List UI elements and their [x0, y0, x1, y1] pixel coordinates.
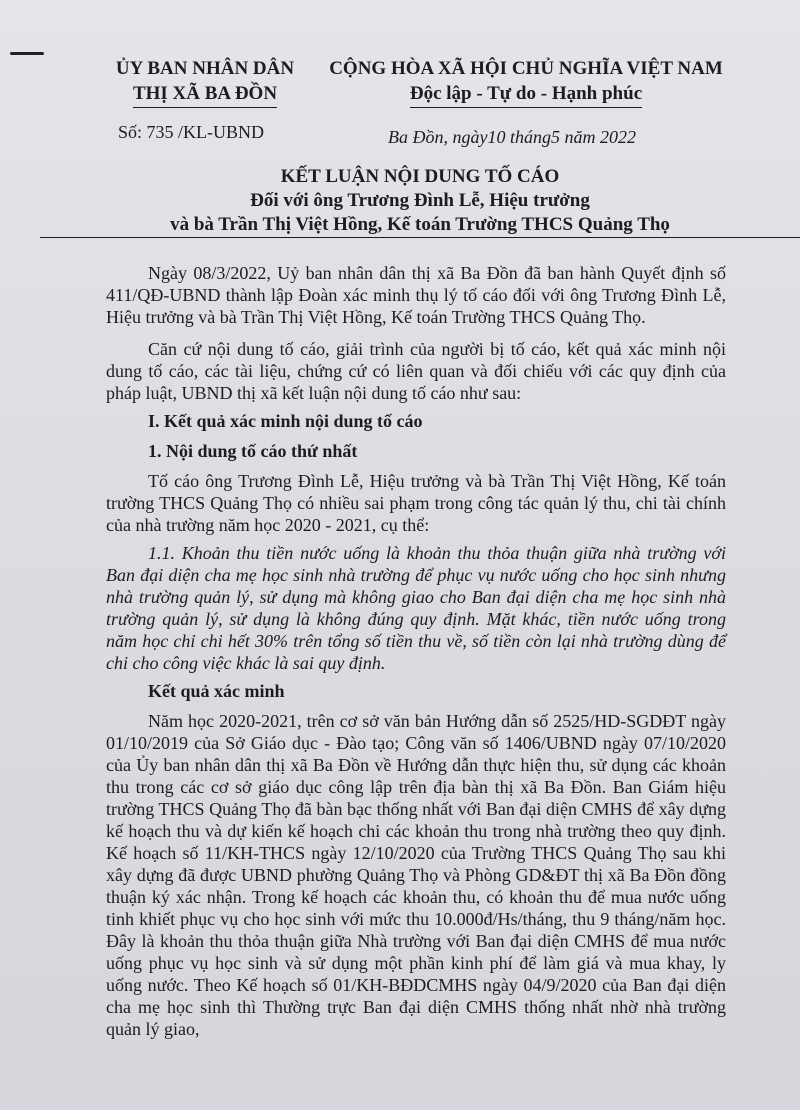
paragraph-1: Ngày 08/3/2022, Uỷ ban nhân dân thị xã Ba Đồn đã ban hành Quyết định số 411/QĐ-UBND thành lập Đoàn xác minh thụ lý tố cáo đối với ông Trương Đình Lễ, Hiệu trưởng và bà Trần Thị Việt Hồng, Kế toán Trường THCS Quảng Thọ.: [106, 263, 726, 327]
paragraph-5: Năm học 2020-2021, trên cơ sở văn bản Hướng dẫn số 2525/HD-SGDĐT ngày 01/10/2019 của Sở Giáo dục - Đào tạo; Công văn số 1406/UBND ngày 07/10/2020 của Ủy ban nhân dân thị xã Ba Đồn về Hướng dẫn thực hiện thu, sử dụng các khoản thu trong các cơ sở giáo dục công lập trên địa bàn thị xã Ba Đồn. Ban Giám hiệu trường THCS Quảng Thọ đã bàn bạc thống nhất với Ban đại diện CMHS để xây dựng kế hoạch thu và dự kiến kế hoạch chi các khoản thu trong nhà trường theo quy định. Kế hoạch số 11/KH-THCS ngày 12/10/2020 của Trường THCS Quảng Thọ sau khi xây dựng đã được UBND phường Quảng Thọ và Phòng GD&ĐT thị xã Ba Đồn đồng thuận ký xác nhận. Trong kế hoạch các khoản thu, có khoản thu để mua nước uống tinh khiết phục vụ cho học sinh với mức thu 10.000đ/Hs/tháng, thu 9 tháng/năm học. Đây là khoản thu thỏa thuận giữa Nhà trường với Ban đại diện CMHS để mua nước uống phục vụ học sinh và sử dụng một phần kinh phí để làm giá và mua khay, ly uống nước. Theo Kế hoạch số 01/KH-BĐDCMHS ngày 04/9/2020 của Ban đại diện cha mẹ học sinh thì Thường trực Ban đại diện CMHS thống nhất nhờ nhà trường quản lý giao,: [106, 711, 726, 1039]
document-date: Ba Đồn, ngày10 tháng5 năm 2022: [388, 127, 636, 147]
agency-locality: THỊ XÃ BA ĐỒN: [133, 81, 277, 108]
document-body: [106, 262, 726, 1050]
section-heading-1: I. Kết quả xác minh nội dung tố cáo: [148, 411, 423, 431]
paragraph-2: Căn cứ nội dung tố cáo, giải trình của người bị tố cáo, kết quả xác minh nội dung tố cáo, các tài liệu, chứng cứ có liên quan và đối chiếu với các quy định của pháp luật, UBND thị xã kết luận nội dung tố cáo như sau:: [106, 339, 726, 403]
title-subject-1: Đối với ông Trương Đình Lễ, Hiệu trưởng: [250, 190, 590, 211]
paragraph-4-quote: 1.1. Khoản thu tiền nước uống là khoản thu thỏa thuận giữa nhà trường với Ban đại diện cha mẹ học sinh nhà trường để phục vụ nước uống cho học sinh nhưng nhà trường quản lý, sử dụng mà không giao cho Ban đại diện cha mẹ học sinh nhà trường quản lý, sử dụng là không đúng quy định. Mặt khác, tiền nước uống trong năm học chỉ chi hết 30% trên tổng số tiền thu về, số tiền còn lại nhà trường dùng để chi cho công việc khác là sai quy định.: [106, 543, 726, 673]
title-main: KẾT LUẬN NỘI DUNG TỐ CÁO: [280, 166, 560, 187]
national-motto: Độc lập - Tự do - Hạnh phúc: [410, 81, 642, 108]
agency-name: ỦY BAN NHÂN DÂN: [115, 58, 295, 79]
national-name: CỘNG HÒA XÃ HỘI CHỦ NGHĨA VIỆT NAM: [329, 58, 723, 79]
document-number: Số: 735 /KL-UBND: [118, 122, 265, 142]
title-subject-2: và bà Trần Thị Việt Hồng, Kế toán Trường THCS Quảng Thọ: [40, 213, 800, 238]
national-header: [316, 56, 736, 108]
agency-header: [100, 56, 310, 108]
result-heading: Kết quả xác minh: [148, 681, 285, 701]
document-title: [40, 165, 800, 238]
paragraph-3: Tố cáo ông Trương Đình Lễ, Hiệu trưởng và bà Trần Thị Việt Hồng, Kế toán trường THCS Quảng Thọ có nhiều sai phạm trong công tác quản lý thu, chi tài chính của nhà trường năm học 2020 - 2021, cụ thể:: [106, 471, 726, 535]
scan-mark: [10, 52, 44, 55]
subsection-heading-1: 1. Nội dung tố cáo thứ nhất: [148, 441, 358, 461]
